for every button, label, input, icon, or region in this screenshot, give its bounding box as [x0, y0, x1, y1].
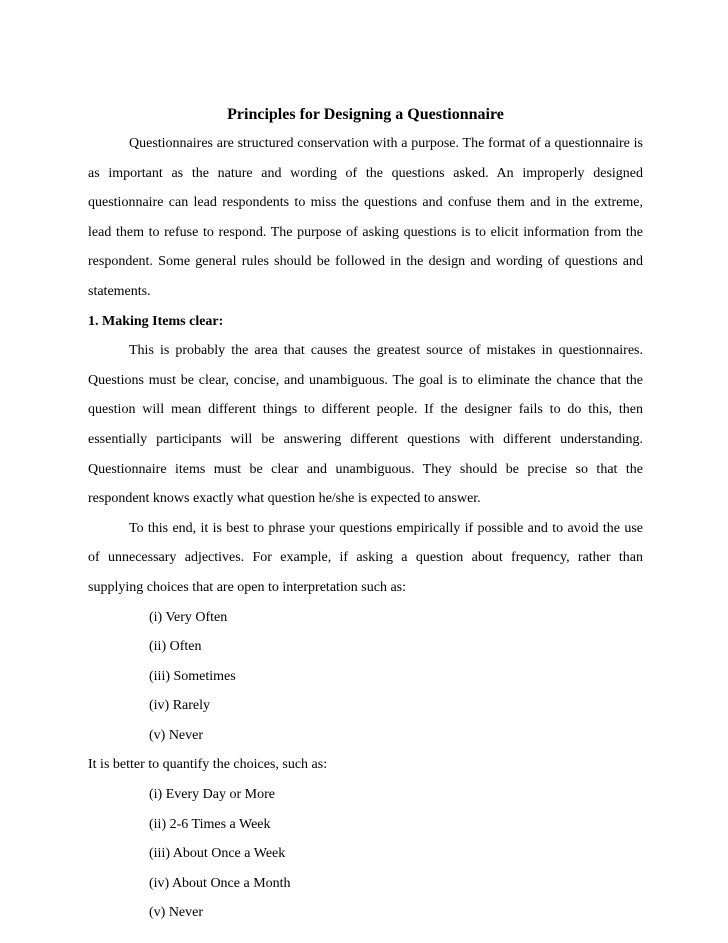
vague-choices-list [88, 603, 643, 751]
list-item: (iv) About Once a Month [149, 875, 291, 891]
list-item: (ii) Often [149, 639, 202, 655]
list-item: (v) Never [149, 905, 204, 921]
list-item: (v) Never [149, 727, 204, 743]
list-item: (iii) Sometimes [149, 668, 236, 684]
section-paragraph-1: This is probably the area that causes the greatest source of mistakes in questionnaires. Questions must be clear, concise, and unambiguous. The goal is to eliminate the chance that the question will mean different things to different people. If the designer fails to do this, then essentially participants will be answering different questions with different understanding. Questionnaire items must be clear and unambiguous. They should be precise so that the respondent knows exactly what question he/she is expected to answer. [88, 343, 643, 507]
document-title: Principles for Designing a Questionnaire [227, 106, 504, 123]
intro-paragraph: Questionnaires are structured conservation with a purpose. The format of a questionnaire is as important as the nature and wording of the questions asked. An improperly designed questionnaire can lead respondents to miss the questions and confuse them and in the extreme, lead them to refuse to respond. The purpose of asking questions is to elicit information from the respondent. Some general rules should be followed in the design and wording of questions and statements. [88, 136, 643, 299]
section-paragraph-2: To this end, it is best to phrase your questions empirically if possible and to avoid the use of unnecessary adjectives. For example, if asking a question about frequency, rather than supplying choices that are open to interpretation such as: [88, 520, 643, 595]
section-heading-making-items-clear: 1. Making Items clear: [88, 313, 224, 329]
quantified-choices-list [88, 780, 643, 928]
document-body [88, 100, 643, 928]
list-item: (iv) Rarely [149, 698, 211, 714]
list-item: (ii) 2-6 Times a Week [149, 816, 271, 832]
better-choices-intro: It is better to quantify the choices, such as: [88, 757, 328, 773]
list-item: (i) Very Often [149, 609, 228, 625]
list-item: (i) Every Day or More [149, 787, 275, 803]
list-item: (iii) About Once a Week [149, 846, 286, 862]
